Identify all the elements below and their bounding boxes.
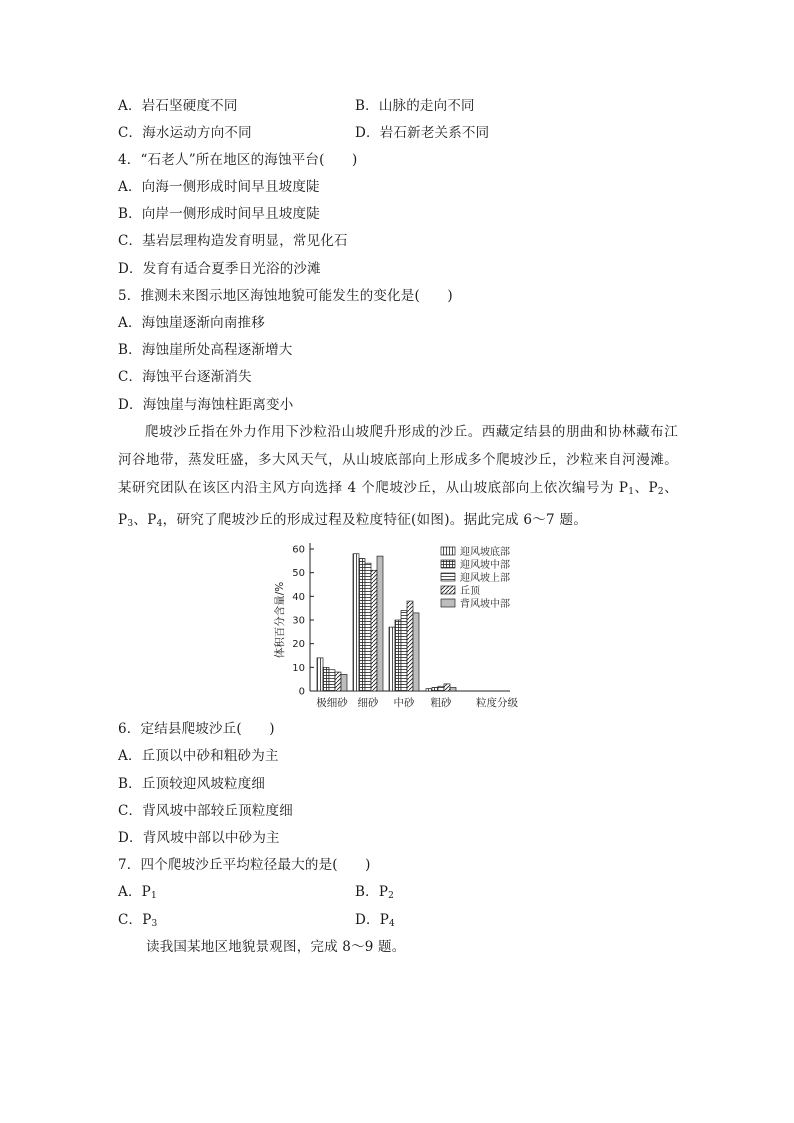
q7-option-c-sub: 3 bbox=[151, 919, 158, 929]
q5-option-d: D．海蚀崖与海蚀柱距离变小 bbox=[118, 397, 294, 413]
q7-option-a-label: A．P bbox=[118, 884, 151, 900]
q3-option-b: B．山脉的走向不同 bbox=[355, 98, 475, 114]
bar bbox=[365, 563, 371, 691]
y-tick-label: 40 bbox=[292, 591, 305, 603]
q5-option-a: A．海蚀崖逐渐向南推移 bbox=[118, 315, 265, 331]
legend-swatch bbox=[441, 599, 455, 607]
bar bbox=[438, 686, 444, 691]
x-tick-label: 粗砂 bbox=[430, 697, 452, 709]
legend-swatch bbox=[441, 586, 455, 594]
bar bbox=[377, 556, 383, 691]
q6-option-a: A．丘顶以中砂和粗砂为主 bbox=[118, 748, 279, 764]
q6-option-b: B．丘顶较迎风坡粒度细 bbox=[118, 776, 266, 792]
bar bbox=[353, 554, 359, 691]
y-axis-label: 体积百分含量/% bbox=[274, 581, 286, 659]
bar bbox=[317, 658, 323, 691]
passage-sep-3: 、P bbox=[133, 512, 157, 528]
legend-label: 丘顶 bbox=[460, 586, 480, 597]
bar bbox=[407, 601, 413, 691]
bar bbox=[401, 611, 407, 691]
q6-option-c: C．背风坡中部较丘顶粒度细 bbox=[118, 803, 293, 819]
legend-label: 迎风坡上部 bbox=[460, 573, 510, 584]
bar bbox=[323, 667, 329, 691]
y-tick-label: 50 bbox=[292, 568, 305, 580]
q3-option-a: A．岩石坚硬度不同 bbox=[118, 98, 238, 114]
bar bbox=[341, 674, 347, 691]
q7-option-a-sub: 1 bbox=[150, 891, 157, 901]
legend-label: 迎风坡中部 bbox=[460, 560, 510, 571]
q4-option-d: D．发育有适合夏季日光浴的沙滩 bbox=[118, 261, 321, 277]
q7-option-c bbox=[118, 911, 157, 933]
q7-option-d-label: D．P bbox=[355, 912, 390, 928]
bar bbox=[389, 627, 395, 691]
y-tick-label: 30 bbox=[292, 615, 305, 627]
bar bbox=[335, 672, 341, 691]
bar bbox=[359, 558, 365, 691]
legend-swatch bbox=[441, 573, 455, 581]
q7-option-a bbox=[118, 883, 157, 905]
passage-text-1: 爬坡沙丘指在外力作用下沙粒沿山坡爬升形成的沙丘。西藏定结县的朋曲和协林藏布江河谷地带，蒸发旺盛，多大风天气，从山坡底部向上形成多个爬坡沙丘，沙粒来自河漫滩。某研究团队在该区内沿主风方向选择 4 个爬坡沙丘，从山坡底部向上依次编号为 P bbox=[118, 424, 678, 496]
y-tick-label: 20 bbox=[292, 639, 305, 651]
p1-subscript: 1 bbox=[628, 487, 635, 497]
q7-option-d bbox=[355, 911, 395, 933]
q4-option-c: C．基岩层理构造发育明显，常见化石 bbox=[118, 233, 348, 249]
grain-size-bar-chart bbox=[265, 530, 545, 710]
x-tick-label: 细砂 bbox=[357, 697, 379, 709]
p3-subscript: 3 bbox=[127, 519, 134, 529]
q4-option-a: A．向海一侧形成时间早且坡度陡 bbox=[118, 179, 320, 195]
q7-stem: 7．四个爬坡沙丘平均粒径最大的是( ) bbox=[118, 857, 371, 873]
passage-text-2: ，研究了爬坡沙丘的形成过程及粒度特征(如图)。据此完成 6～7 题。 bbox=[162, 512, 588, 528]
passage-6-7 bbox=[118, 418, 678, 538]
q7-option-b-label: B．P bbox=[355, 884, 389, 900]
intro-8-9: 读我国某地区地貌景观图，完成 8～9 题。 bbox=[146, 939, 406, 955]
q6-option-d: D．背风坡中部以中砂为主 bbox=[118, 830, 280, 846]
legend-swatch bbox=[441, 560, 455, 568]
q4-option-b: B．向岸一侧形成时间早且坡度陡 bbox=[118, 206, 320, 222]
q6-stem: 6．定结县爬坡沙丘( ) bbox=[118, 721, 275, 737]
x-tick-label: 中砂 bbox=[393, 697, 415, 709]
bar bbox=[413, 613, 419, 691]
p4-subscript: 4 bbox=[156, 519, 163, 529]
bar bbox=[426, 689, 432, 691]
x-tick-label: 极细砂 bbox=[316, 697, 348, 709]
bar bbox=[329, 670, 335, 691]
bar bbox=[432, 687, 438, 691]
q3-option-c: C．海水运动方向不同 bbox=[118, 125, 252, 141]
q5-option-b: B．海蚀崖所处高程逐渐增大 bbox=[118, 342, 293, 358]
bar bbox=[450, 687, 456, 691]
y-tick-label: 0 bbox=[298, 686, 305, 698]
p2-subscript: 2 bbox=[657, 487, 664, 497]
q5-stem: 5．推测未来图示地区海蚀地貌可能发生的变化是( ) bbox=[118, 288, 453, 304]
bar bbox=[395, 620, 401, 691]
q4-stem: 4．“石老人”所在地区的海蚀平台( ) bbox=[118, 152, 358, 168]
y-tick-label: 60 bbox=[292, 544, 305, 556]
y-tick-label: 10 bbox=[292, 662, 305, 674]
legend-swatch bbox=[441, 547, 455, 555]
q7-option-b bbox=[355, 883, 394, 905]
bar bbox=[444, 684, 450, 691]
q7-option-d-sub: 4 bbox=[389, 919, 395, 929]
legend-label: 背风坡中部 bbox=[460, 599, 510, 610]
q5-option-c: C．海蚀平台逐渐消失 bbox=[118, 369, 252, 385]
passage-sep-1: 、P bbox=[634, 480, 658, 496]
q3-option-d: D．岩石新老关系不同 bbox=[355, 125, 490, 141]
legend-label: 迎风坡底部 bbox=[460, 547, 510, 558]
bar bbox=[371, 570, 377, 691]
q7-option-c-label: C．P bbox=[118, 912, 152, 928]
passage-sep-2: 、P bbox=[118, 480, 678, 528]
q7-option-b-sub: 2 bbox=[388, 891, 395, 901]
x-axis-label: 粒度分级 bbox=[476, 697, 518, 709]
